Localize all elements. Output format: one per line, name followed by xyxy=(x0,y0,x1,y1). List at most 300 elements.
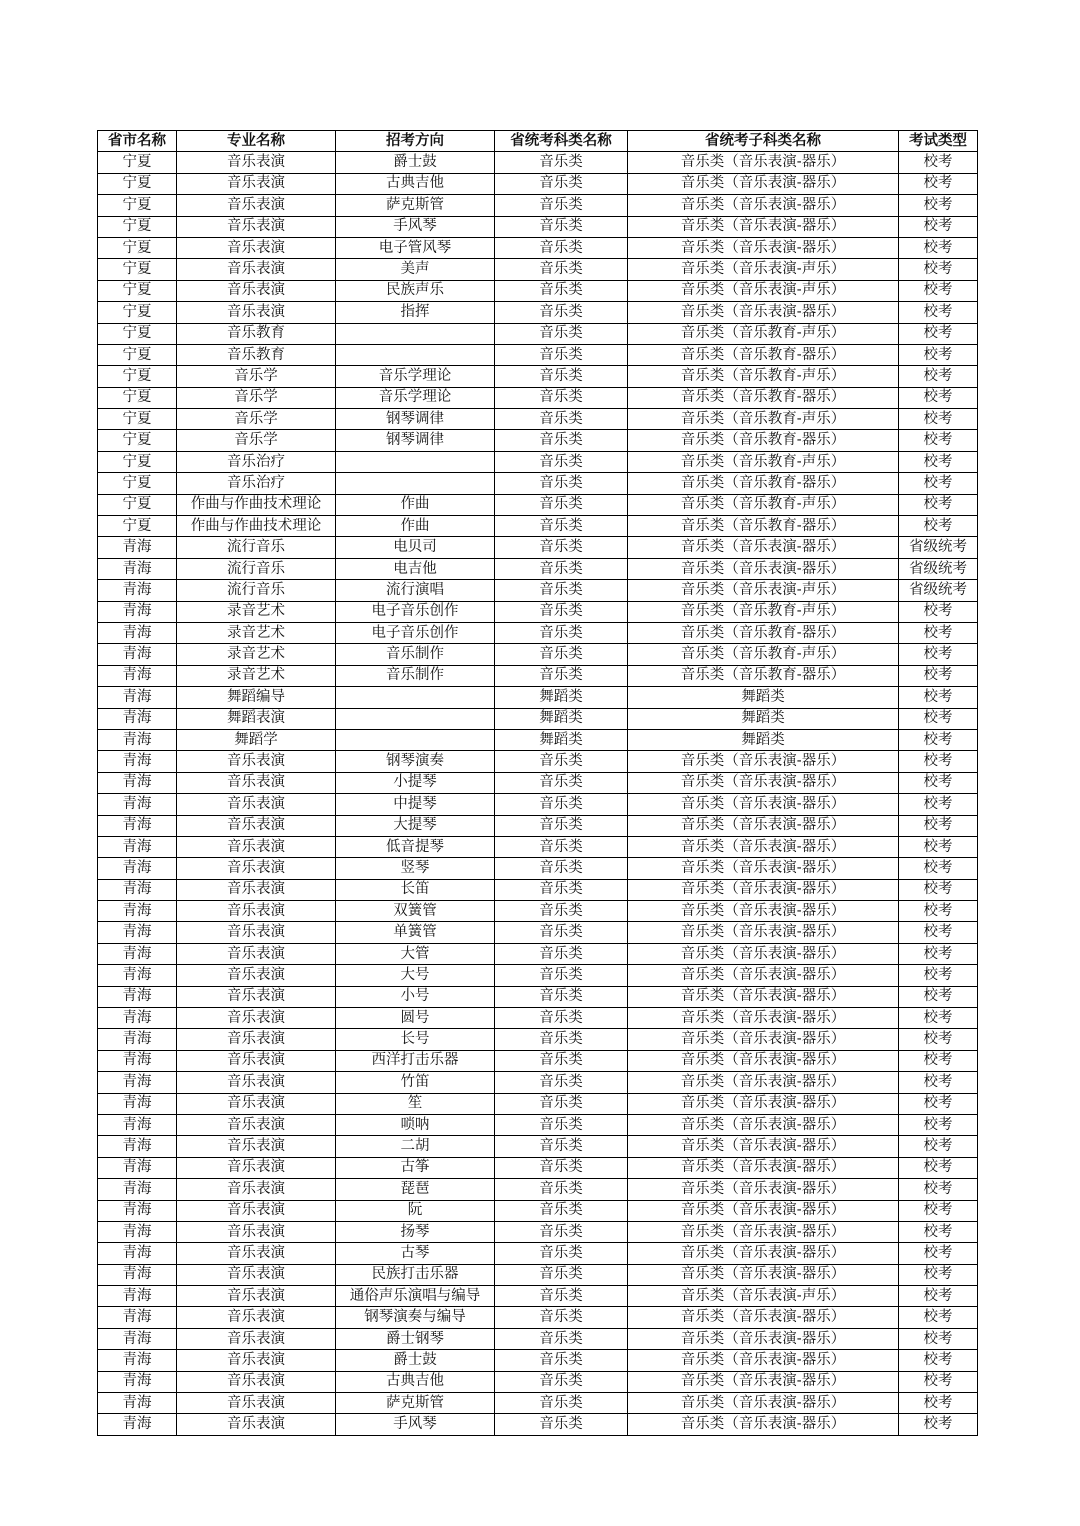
cell-category: 音乐类 xyxy=(495,772,628,793)
cell-category: 音乐类 xyxy=(495,216,628,237)
cell-category: 音乐类 xyxy=(495,580,628,601)
table-row xyxy=(98,302,978,323)
cell-subcategory: 音乐类（音乐教育-声乐） xyxy=(628,366,899,387)
table-row xyxy=(98,451,978,472)
cell-exam-type: 校考 xyxy=(899,836,978,857)
cell-exam-type: 校考 xyxy=(899,387,978,408)
cell-major: 录音艺术 xyxy=(177,622,336,643)
cell-subcategory: 音乐类（音乐表演-器乐） xyxy=(628,772,899,793)
cell-category: 音乐类 xyxy=(495,836,628,857)
cell-province: 青海 xyxy=(98,1414,177,1435)
cell-category: 音乐类 xyxy=(495,430,628,451)
cell-major: 音乐表演 xyxy=(177,259,336,280)
cell-province: 青海 xyxy=(98,751,177,772)
cell-province: 青海 xyxy=(98,922,177,943)
cell-subcategory: 音乐类（音乐表演-器乐） xyxy=(628,1050,899,1071)
cell-exam-type: 校考 xyxy=(899,751,978,772)
cell-subcategory: 音乐类（音乐表演-器乐） xyxy=(628,1264,899,1285)
cell-exam-type: 校考 xyxy=(899,473,978,494)
cell-province: 青海 xyxy=(98,1350,177,1371)
cell-subcategory: 音乐类（音乐表演-器乐） xyxy=(628,195,899,216)
cell-province: 宁夏 xyxy=(98,430,177,451)
cell-subcategory: 舞蹈类 xyxy=(628,687,899,708)
cell-exam-type: 校考 xyxy=(899,644,978,665)
cell-category: 音乐类 xyxy=(495,751,628,772)
cell-direction xyxy=(336,344,495,365)
cell-province: 青海 xyxy=(98,986,177,1007)
table-row xyxy=(98,1029,978,1050)
cell-category: 音乐类 xyxy=(495,451,628,472)
cell-province: 青海 xyxy=(98,943,177,964)
cell-province: 宁夏 xyxy=(98,409,177,430)
cell-major: 音乐表演 xyxy=(177,1264,336,1285)
cell-direction: 音乐制作 xyxy=(336,644,495,665)
cell-subcategory: 音乐类（音乐表演-器乐） xyxy=(628,1179,899,1200)
table-row xyxy=(98,558,978,579)
cell-direction: 通俗声乐演唱与编导 xyxy=(336,1286,495,1307)
cell-exam-type: 校考 xyxy=(899,344,978,365)
table-row xyxy=(98,1393,978,1414)
cell-major: 音乐学 xyxy=(177,409,336,430)
cell-major: 音乐表演 xyxy=(177,1008,336,1029)
cell-category: 音乐类 xyxy=(495,259,628,280)
cell-subcategory: 音乐类（音乐表演-器乐） xyxy=(628,1008,899,1029)
cell-province: 宁夏 xyxy=(98,494,177,515)
cell-subcategory: 音乐类（音乐表演-器乐） xyxy=(628,943,899,964)
cell-exam-type: 校考 xyxy=(899,1414,978,1435)
cell-exam-type: 校考 xyxy=(899,430,978,451)
cell-exam-type: 校考 xyxy=(899,152,978,173)
cell-province: 青海 xyxy=(98,1157,177,1178)
cell-major: 音乐表演 xyxy=(177,1221,336,1242)
table-row xyxy=(98,772,978,793)
cell-subcategory: 音乐类（音乐表演-器乐） xyxy=(628,1221,899,1242)
cell-direction: 钢琴调律 xyxy=(336,430,495,451)
table-row xyxy=(98,366,978,387)
table-row xyxy=(98,1414,978,1435)
cell-category: 音乐类 xyxy=(495,280,628,301)
table-row xyxy=(98,815,978,836)
cell-subcategory: 音乐类（音乐表演-器乐） xyxy=(628,986,899,1007)
cell-category: 音乐类 xyxy=(495,622,628,643)
cell-direction: 单簧管 xyxy=(336,922,495,943)
table-row xyxy=(98,601,978,622)
cell-province: 青海 xyxy=(98,1221,177,1242)
cell-direction: 圆号 xyxy=(336,1008,495,1029)
cell-subcategory: 音乐类（音乐表演-器乐） xyxy=(628,1072,899,1093)
cell-subcategory: 音乐类（音乐表演-声乐） xyxy=(628,580,899,601)
cell-subcategory: 音乐类（音乐表演-器乐） xyxy=(628,216,899,237)
cell-province: 青海 xyxy=(98,965,177,986)
cell-subcategory: 音乐类（音乐表演-器乐） xyxy=(628,836,899,857)
cell-category: 音乐类 xyxy=(495,1221,628,1242)
cell-category: 音乐类 xyxy=(495,1243,628,1264)
cell-province: 青海 xyxy=(98,794,177,815)
cell-direction xyxy=(336,687,495,708)
cell-major: 音乐治疗 xyxy=(177,473,336,494)
table-row xyxy=(98,237,978,258)
cell-exam-type: 校考 xyxy=(899,1328,978,1349)
cell-major: 音乐表演 xyxy=(177,216,336,237)
table-row xyxy=(98,943,978,964)
table-row xyxy=(98,622,978,643)
table-row xyxy=(98,1307,978,1328)
header-exam-type: 考试类型 xyxy=(899,131,978,152)
cell-major: 流行音乐 xyxy=(177,537,336,558)
cell-major: 音乐表演 xyxy=(177,1200,336,1221)
cell-exam-type: 校考 xyxy=(899,622,978,643)
table-row xyxy=(98,323,978,344)
cell-province: 青海 xyxy=(98,687,177,708)
table-row xyxy=(98,409,978,430)
cell-category: 音乐类 xyxy=(495,1328,628,1349)
cell-category: 音乐类 xyxy=(495,858,628,879)
cell-province: 青海 xyxy=(98,1286,177,1307)
cell-major: 音乐表演 xyxy=(177,836,336,857)
table-row xyxy=(98,580,978,601)
cell-exam-type: 校考 xyxy=(899,409,978,430)
header-row xyxy=(98,131,978,152)
cell-major: 音乐表演 xyxy=(177,986,336,1007)
cell-major: 音乐表演 xyxy=(177,858,336,879)
cell-major: 音乐表演 xyxy=(177,901,336,922)
cell-major: 音乐表演 xyxy=(177,772,336,793)
cell-major: 音乐表演 xyxy=(177,1286,336,1307)
cell-exam-type: 校考 xyxy=(899,943,978,964)
cell-exam-type: 校考 xyxy=(899,173,978,194)
cell-direction: 竹笛 xyxy=(336,1072,495,1093)
cell-subcategory: 音乐类（音乐表演-器乐） xyxy=(628,1243,899,1264)
cell-exam-type: 校考 xyxy=(899,1264,978,1285)
cell-subcategory: 音乐类（音乐教育-器乐） xyxy=(628,665,899,686)
cell-category: 音乐类 xyxy=(495,237,628,258)
cell-province: 宁夏 xyxy=(98,516,177,537)
cell-major: 音乐表演 xyxy=(177,1093,336,1114)
cell-direction: 唢呐 xyxy=(336,1114,495,1135)
cell-exam-type: 校考 xyxy=(899,1371,978,1392)
cell-exam-type: 省级统考 xyxy=(899,580,978,601)
cell-category: 音乐类 xyxy=(495,601,628,622)
cell-subcategory: 音乐类（音乐表演-器乐） xyxy=(628,922,899,943)
cell-province: 宁夏 xyxy=(98,259,177,280)
cell-province: 宁夏 xyxy=(98,152,177,173)
cell-exam-type: 校考 xyxy=(899,494,978,515)
cell-province: 青海 xyxy=(98,601,177,622)
cell-major: 音乐学 xyxy=(177,387,336,408)
cell-subcategory: 音乐类（音乐表演-声乐） xyxy=(628,259,899,280)
cell-major: 录音艺术 xyxy=(177,665,336,686)
table-row xyxy=(98,1072,978,1093)
cell-category: 音乐类 xyxy=(495,473,628,494)
cell-category: 音乐类 xyxy=(495,1414,628,1435)
cell-subcategory: 音乐类（音乐表演-器乐） xyxy=(628,173,899,194)
cell-province: 青海 xyxy=(98,1093,177,1114)
cell-major: 音乐表演 xyxy=(177,173,336,194)
cell-category: 音乐类 xyxy=(495,1114,628,1135)
cell-direction: 古琴 xyxy=(336,1243,495,1264)
cell-province: 青海 xyxy=(98,1307,177,1328)
cell-major: 音乐表演 xyxy=(177,302,336,323)
cell-direction: 民族声乐 xyxy=(336,280,495,301)
table-row xyxy=(98,537,978,558)
cell-province: 宁夏 xyxy=(98,387,177,408)
table-row xyxy=(98,1008,978,1029)
cell-province: 青海 xyxy=(98,836,177,857)
cell-major: 音乐表演 xyxy=(177,237,336,258)
table-row xyxy=(98,1093,978,1114)
cell-direction: 音乐学理论 xyxy=(336,387,495,408)
cell-category: 音乐类 xyxy=(495,644,628,665)
cell-subcategory: 音乐类（音乐教育-声乐） xyxy=(628,494,899,515)
table-row xyxy=(98,344,978,365)
cell-major: 音乐表演 xyxy=(177,1157,336,1178)
table-row xyxy=(98,836,978,857)
cell-direction: 民族打击乐器 xyxy=(336,1264,495,1285)
cell-subcategory: 音乐类（音乐表演-器乐） xyxy=(628,302,899,323)
cell-exam-type: 校考 xyxy=(899,665,978,686)
cell-major: 录音艺术 xyxy=(177,601,336,622)
cell-subcategory: 音乐类（音乐表演-器乐） xyxy=(628,794,899,815)
table-row xyxy=(98,216,978,237)
cell-category: 音乐类 xyxy=(495,387,628,408)
cell-subcategory: 音乐类（音乐表演-器乐） xyxy=(628,879,899,900)
header-subcategory: 省统考子科类名称 xyxy=(628,131,899,152)
cell-subcategory: 音乐类（音乐表演-器乐） xyxy=(628,858,899,879)
cell-exam-type: 校考 xyxy=(899,708,978,729)
cell-direction: 双簧管 xyxy=(336,901,495,922)
cell-subcategory: 音乐类（音乐表演-声乐） xyxy=(628,1286,899,1307)
table-row xyxy=(98,1328,978,1349)
cell-major: 音乐表演 xyxy=(177,1328,336,1349)
cell-direction: 电贝司 xyxy=(336,537,495,558)
table-row xyxy=(98,986,978,1007)
cell-category: 音乐类 xyxy=(495,537,628,558)
cell-direction: 大管 xyxy=(336,943,495,964)
cell-category: 音乐类 xyxy=(495,1157,628,1178)
cell-subcategory: 音乐类（音乐表演-器乐） xyxy=(628,751,899,772)
cell-direction: 作曲 xyxy=(336,494,495,515)
cell-subcategory: 音乐类（音乐教育-声乐） xyxy=(628,451,899,472)
cell-direction: 低音提琴 xyxy=(336,836,495,857)
cell-direction: 古典吉他 xyxy=(336,1371,495,1392)
cell-category: 音乐类 xyxy=(495,943,628,964)
cell-exam-type: 校考 xyxy=(899,858,978,879)
cell-major: 音乐教育 xyxy=(177,344,336,365)
cell-category: 音乐类 xyxy=(495,323,628,344)
cell-major: 音乐表演 xyxy=(177,1371,336,1392)
cell-province: 青海 xyxy=(98,1029,177,1050)
cell-direction: 古筝 xyxy=(336,1157,495,1178)
table-row xyxy=(98,1114,978,1135)
cell-direction: 爵士鼓 xyxy=(336,152,495,173)
cell-major: 音乐表演 xyxy=(177,1050,336,1071)
cell-major: 音乐表演 xyxy=(177,1414,336,1435)
cell-category: 音乐类 xyxy=(495,558,628,579)
cell-major: 音乐表演 xyxy=(177,152,336,173)
cell-major: 音乐表演 xyxy=(177,965,336,986)
cell-direction: 大号 xyxy=(336,965,495,986)
cell-direction: 钢琴演奏与编导 xyxy=(336,1307,495,1328)
cell-province: 青海 xyxy=(98,1393,177,1414)
cell-exam-type: 省级统考 xyxy=(899,558,978,579)
table-row xyxy=(98,1179,978,1200)
cell-direction: 长号 xyxy=(336,1029,495,1050)
cell-province: 青海 xyxy=(98,1050,177,1071)
cell-subcategory: 音乐类（音乐表演-器乐） xyxy=(628,558,899,579)
cell-exam-type: 校考 xyxy=(899,259,978,280)
cell-category: 音乐类 xyxy=(495,1029,628,1050)
cell-major: 音乐表演 xyxy=(177,1029,336,1050)
cell-direction: 西洋打击乐器 xyxy=(336,1050,495,1071)
cell-province: 青海 xyxy=(98,1008,177,1029)
table-row xyxy=(98,879,978,900)
cell-major: 音乐表演 xyxy=(177,1307,336,1328)
cell-direction: 电子音乐创作 xyxy=(336,601,495,622)
cell-province: 青海 xyxy=(98,537,177,558)
cell-exam-type: 校考 xyxy=(899,1221,978,1242)
table-row xyxy=(98,1200,978,1221)
cell-province: 青海 xyxy=(98,1328,177,1349)
cell-subcategory: 音乐类（音乐教育-器乐） xyxy=(628,516,899,537)
cell-major: 音乐表演 xyxy=(177,1072,336,1093)
cell-category: 音乐类 xyxy=(495,195,628,216)
table-row xyxy=(98,1157,978,1178)
cell-province: 青海 xyxy=(98,901,177,922)
cell-major: 音乐表演 xyxy=(177,815,336,836)
cell-exam-type: 校考 xyxy=(899,1157,978,1178)
cell-exam-type: 省级统考 xyxy=(899,537,978,558)
cell-direction: 古典吉他 xyxy=(336,173,495,194)
cell-province: 宁夏 xyxy=(98,280,177,301)
cell-subcategory: 音乐类（音乐表演-器乐） xyxy=(628,1157,899,1178)
cell-direction: 电子音乐创作 xyxy=(336,622,495,643)
cell-subcategory: 音乐类（音乐教育-声乐） xyxy=(628,409,899,430)
cell-major: 音乐表演 xyxy=(177,280,336,301)
cell-direction: 琵琶 xyxy=(336,1179,495,1200)
header-province: 省市名称 xyxy=(98,131,177,152)
admissions-table xyxy=(97,130,978,1436)
cell-category: 音乐类 xyxy=(495,409,628,430)
cell-exam-type: 校考 xyxy=(899,794,978,815)
table-row xyxy=(98,708,978,729)
cell-exam-type: 校考 xyxy=(899,1072,978,1093)
cell-major: 音乐表演 xyxy=(177,922,336,943)
cell-exam-type: 校考 xyxy=(899,516,978,537)
cell-category: 音乐类 xyxy=(495,1393,628,1414)
cell-province: 青海 xyxy=(98,1264,177,1285)
cell-major: 录音艺术 xyxy=(177,644,336,665)
cell-exam-type: 校考 xyxy=(899,1243,978,1264)
header-category: 省统考科类名称 xyxy=(495,131,628,152)
cell-subcategory: 音乐类（音乐表演-器乐） xyxy=(628,1136,899,1157)
cell-category: 音乐类 xyxy=(495,901,628,922)
cell-direction: 流行演唱 xyxy=(336,580,495,601)
cell-exam-type: 校考 xyxy=(899,1286,978,1307)
cell-exam-type: 校考 xyxy=(899,687,978,708)
cell-subcategory: 音乐类（音乐教育-器乐） xyxy=(628,387,899,408)
cell-major: 音乐表演 xyxy=(177,1393,336,1414)
cell-category: 舞蹈类 xyxy=(495,687,628,708)
cell-subcategory: 音乐类（音乐表演-器乐） xyxy=(628,1200,899,1221)
cell-major: 流行音乐 xyxy=(177,580,336,601)
cell-exam-type: 校考 xyxy=(899,451,978,472)
cell-major: 作曲与作曲技术理论 xyxy=(177,494,336,515)
cell-direction: 萨克斯管 xyxy=(336,195,495,216)
cell-subcategory: 音乐类（音乐教育-器乐） xyxy=(628,344,899,365)
cell-major: 音乐教育 xyxy=(177,323,336,344)
cell-province: 宁夏 xyxy=(98,473,177,494)
cell-province: 宁夏 xyxy=(98,216,177,237)
cell-province: 宁夏 xyxy=(98,237,177,258)
cell-direction xyxy=(336,708,495,729)
table-row xyxy=(98,1136,978,1157)
cell-direction: 阮 xyxy=(336,1200,495,1221)
cell-subcategory: 音乐类（音乐教育-器乐） xyxy=(628,622,899,643)
cell-direction: 音乐制作 xyxy=(336,665,495,686)
cell-category: 音乐类 xyxy=(495,1072,628,1093)
table-row xyxy=(98,665,978,686)
table-row xyxy=(98,858,978,879)
cell-exam-type: 校考 xyxy=(899,1307,978,1328)
cell-province: 青海 xyxy=(98,815,177,836)
table-row xyxy=(98,430,978,451)
cell-subcategory: 音乐类（音乐表演-器乐） xyxy=(628,1093,899,1114)
cell-category: 音乐类 xyxy=(495,516,628,537)
table-row xyxy=(98,1264,978,1285)
cell-major: 音乐学 xyxy=(177,430,336,451)
cell-direction xyxy=(336,729,495,750)
cell-category: 音乐类 xyxy=(495,1200,628,1221)
cell-exam-type: 校考 xyxy=(899,195,978,216)
table-row xyxy=(98,1371,978,1392)
cell-province: 青海 xyxy=(98,622,177,643)
cell-exam-type: 校考 xyxy=(899,815,978,836)
cell-major: 音乐表演 xyxy=(177,879,336,900)
cell-direction: 手风琴 xyxy=(336,1414,495,1435)
cell-province: 青海 xyxy=(98,1371,177,1392)
cell-direction: 二胡 xyxy=(336,1136,495,1157)
cell-province: 青海 xyxy=(98,1072,177,1093)
cell-category: 音乐类 xyxy=(495,494,628,515)
cell-province: 青海 xyxy=(98,1179,177,1200)
table-row xyxy=(98,644,978,665)
cell-province: 青海 xyxy=(98,1114,177,1135)
table-row xyxy=(98,516,978,537)
cell-category: 音乐类 xyxy=(495,1371,628,1392)
cell-major: 舞蹈编导 xyxy=(177,687,336,708)
table-row xyxy=(98,152,978,173)
cell-direction: 长笛 xyxy=(336,879,495,900)
cell-major: 作曲与作曲技术理论 xyxy=(177,516,336,537)
cell-major: 音乐表演 xyxy=(177,1179,336,1200)
table-row xyxy=(98,901,978,922)
cell-exam-type: 校考 xyxy=(899,1179,978,1200)
cell-category: 舞蹈类 xyxy=(495,729,628,750)
cell-direction: 手风琴 xyxy=(336,216,495,237)
table-row xyxy=(98,922,978,943)
cell-subcategory: 音乐类（音乐表演-器乐） xyxy=(628,815,899,836)
cell-subcategory: 音乐类（音乐表演-器乐） xyxy=(628,965,899,986)
table-row xyxy=(98,259,978,280)
cell-province: 青海 xyxy=(98,729,177,750)
header-major: 专业名称 xyxy=(177,131,336,152)
cell-subcategory: 音乐类（音乐教育-器乐） xyxy=(628,430,899,451)
cell-direction: 爵士钢琴 xyxy=(336,1328,495,1349)
cell-category: 音乐类 xyxy=(495,665,628,686)
table-row xyxy=(98,473,978,494)
cell-exam-type: 校考 xyxy=(899,302,978,323)
cell-category: 音乐类 xyxy=(495,1050,628,1071)
